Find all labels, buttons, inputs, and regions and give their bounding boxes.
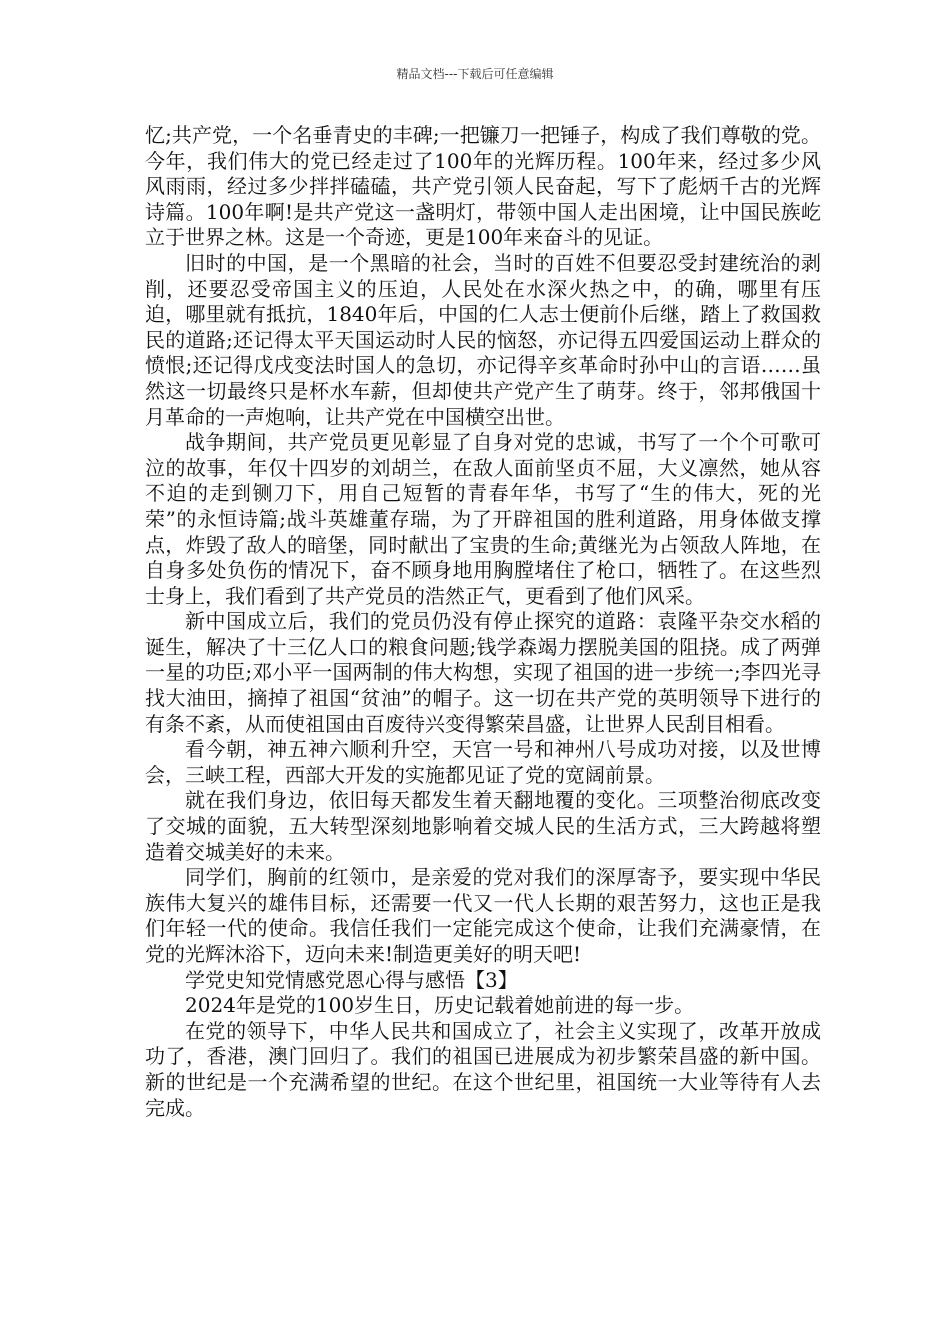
paragraph-old-china: 旧时的中国，是一个黑暗的社会，当时的百姓不但要忍受封建统治的剥削，还要忍受帝国主义的压迫，人民处在水深火热之中，的确，哪里有压迫，哪里就有抵抗，1840年后，中国的仁人志士便前仆后继，踏上了救国救民的道路;还记得太平天国运动时人民的恼怒，亦记得五四爱国运动上群众的愤恨;还记得戊戌变法时国人的急切，亦记得辛亥革命时孙中山的言语……虽然这一切最终只是杯水车薪，但却使共产党产生了萌芽。终于，邻邦俄国十月革命的一声炮响，让共产党在中国横空出世。 (145, 250, 821, 429)
paragraph-continuation: 忆;共产党，一个名垂青史的丰碑;一把镰刀一把锤子，构成了我们尊敬的党。今年，我们伟大的党已经走过了100年的光辉历程。100年来，经过多少风风雨雨，经过多少拌拌磕磕，共产党引领人民奋起，写下了彪炳千古的光辉诗篇。100年啊!是共产党这一盏明灯，带领中国人走出困境，让中国民族屹立于世界之林。这是一个奇迹，更是100年来奋斗的见证。 (145, 123, 821, 250)
paragraph-war-period: 战争期间，共产党员更见彰显了自身对党的忠诚，书写了一个个可歌可泣的故事，年仅十四岁的刘胡兰，在敌人面前坚贞不屈，大义凛然，她从容不迫的走到铡刀下，用自己短暂的青春年华，书写了“生的伟大，死的光荣”的永恒诗篇;战斗英雄董存瑞，为了开辟祖国的胜利道路，用身体做支撑点，炸毁了敌人的暗堡，同时献出了宝贵的生命;黄继光为占领敌人阵地，在自身多处负伤的情况下，奋不顾身地用胸膛堵住了枪口，牺牲了。在这些烈士身上，我们看到了共产党员的浩然正气，更看到了他们风采。 (145, 430, 821, 608)
paragraph-new-china: 新中国成立后，我们的党员仍没有停止探究的道路：袁隆平杂交水稻的诞生，解决了十三亿人口的粮食问题;钱学森竭力摆脱美国的阻挠。成了两弹一星的功臣;邓小平一国两制的伟大构想，实现了祖国的进一步统一;李四光寻找大油田，摘掉了祖国“贫油”的帽子。这一切在共产党的英明领导下进行的有条不紊，从而使祖国由百废待兴变得繁荣昌盛，让世界人民刮目相看。 (145, 609, 821, 736)
document-body (145, 123, 821, 1121)
paragraph-anniversary: 2024年是党的100岁生日，历史记载着她前进的每一步。 (185, 993, 695, 1018)
paragraph-students: 同学们，胸前的红领巾，是亲爱的党对我们的深厚寄予，要实现中华民族伟大复兴的雄伟目标，还需要一代又一代人长期的艰苦努力，这也正是我们年轻一代的使命。我信任我们一定能完成这个使命，让我们充满豪情，在党的光辉沐浴下，迈向未来!制造更美好的明天吧! (145, 865, 821, 966)
paragraph-local-changes: 就在我们身边，依旧每天都发生着天翻地覆的变化。三项整治彻底改变了交城的面貌，五大转型深刻地影响着交城人民的生活方式，三大跨越将塑造着交城美好的未来。 (145, 788, 821, 864)
paragraph-today: 看今朝，神五神六顺利升空，天宫一号和神州八号成功对接，以及世博会，三峡工程，西部大开发的实施都见证了党的宽阔前景。 (145, 737, 821, 787)
paragraph-leadership: 在党的领导下，中华人民共和国成立了，社会主义实现了，改革开放成功了，香港，澳门回归了。我们的祖国已进展成为初步繁荣昌盛的新中国。新的世纪是一个充满希望的世纪。在这个世纪里，祖国统一大业等待有人去完成。 (145, 1018, 821, 1120)
page-header: 精品文档---下载后可任意编辑 (396, 67, 554, 81)
section-title: 学党史知党情感党恩心得与感悟【3】 (185, 967, 518, 992)
